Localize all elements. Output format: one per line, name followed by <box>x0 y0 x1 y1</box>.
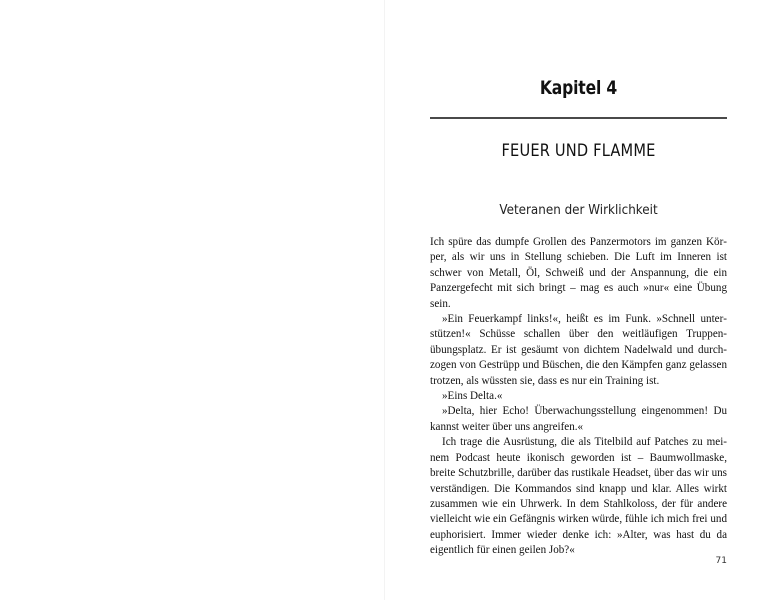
section-subtitle: Veteranen der Wirklichkeit <box>499 203 658 218</box>
paragraph: »Ein Feuerkampf links!«, heißt es im Funk. »Schnell unterstützen!« Schüsse schallen über den weitläufigen Truppenübungsplatz. Er ist gesäumt von dichtem Nadelwald und durchzogen von Gestrüpp und Büschen, die den Kämpfen ganz gelassen trotzen, als wüssten sie, dass es nur ein Training ist. <box>430 313 727 387</box>
paragraph: »Eins Delta.« <box>442 390 503 403</box>
chapter-label: Kapitel 4 <box>539 77 618 99</box>
book-spine <box>384 0 385 600</box>
body-text <box>430 235 727 559</box>
paragraph: Ich spüre das dumpfe Grollen des Panzermotors im ganzen Körper, als wir uns in Stellung schieben. Die Luft im Inneren ist schwer von Metall, Öl, Schweiß und der Anspannung, die ein Panzergefecht mit sich bringt – mag es auch »nur« eine Übung sein. <box>430 236 727 310</box>
paragraph: Ich trage die Ausrüstung, die als Titelbild auf Patches zu meinem Podcast heute ikonisch geworden ist – Baumwollmaske, breite Schutzbrille, darüber das rustikale Headset, über das wir uns verständigen. Die Kommandos sind knapp und klar. Alles wirkt zusammen wie ein Uhrwerk. In dem Stahlkoloss, der für andere vielleicht wie ein Gefängnis wirken würde, fühle ich mich frei und euphorisiert. Immer wieder denke ich: »Alter, was hast du da eigentlich für einen geilen Job?« <box>430 436 727 557</box>
page-number: 71 <box>715 556 727 566</box>
chapter-divider <box>430 117 727 119</box>
paragraph: »Delta, hier Echo! Überwachungsstellung eingenommen! Du kannst weiter über uns angreifen.« <box>430 405 727 433</box>
chapter-title: FEUER UND FLAMME <box>501 141 656 161</box>
